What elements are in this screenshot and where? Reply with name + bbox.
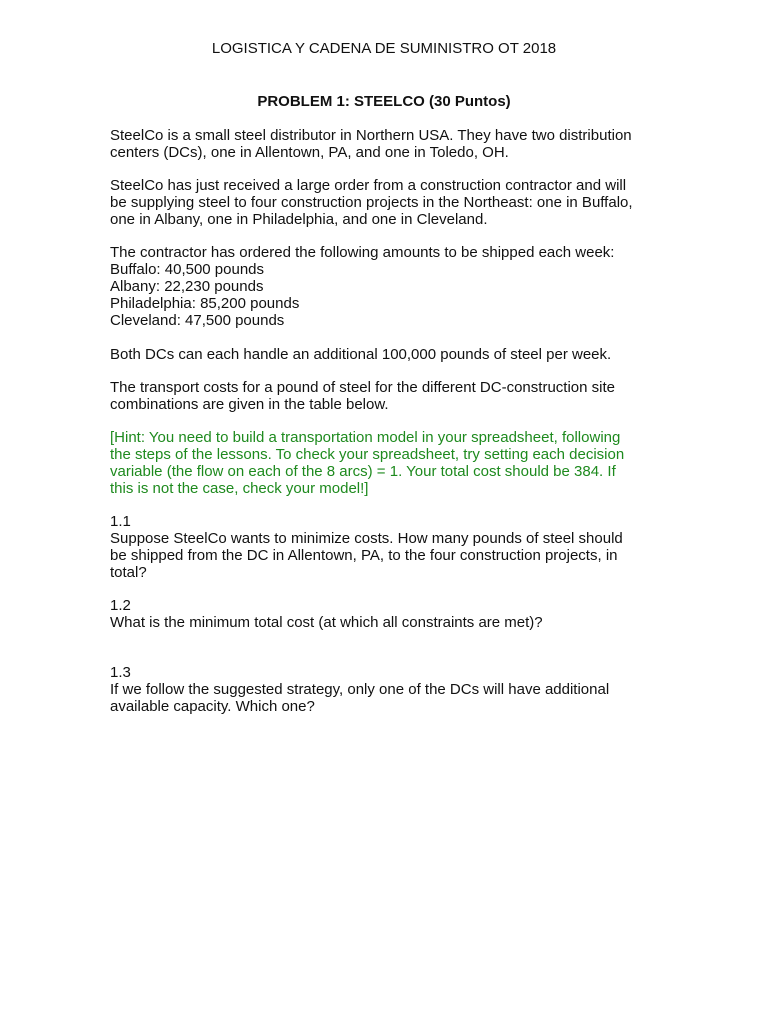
- question-line: What is the minimum total cost (at which all constraints are met)?: [110, 614, 543, 631]
- paragraph-amounts: [110, 244, 670, 329]
- text-line: Both DCs can each handle an additional 100,000 pounds of steel per week.: [110, 346, 612, 363]
- question-line: total?: [110, 564, 147, 581]
- text-line: combinations are given in the table below.: [110, 396, 389, 413]
- problem-title: PROBLEM 1: STEELCO (30 Puntos): [257, 93, 511, 110]
- text-line: SteelCo is a small steel distributor in Northern USA. They have two distribution: [110, 127, 632, 144]
- text-line: be supplying steel to four construction projects in the Northeast: one in Buffalo,: [110, 194, 633, 211]
- paragraph-costs: [110, 379, 670, 413]
- list-item: Cleveland: 47,500 pounds: [110, 312, 285, 329]
- question-line: available capacity. Which one?: [110, 698, 315, 715]
- text-line: SteelCo has just received a large order from a construction contractor and will: [110, 177, 627, 194]
- list-item: Albany: 22,230 pounds: [110, 278, 264, 295]
- paragraph-capacity: [110, 346, 670, 363]
- text-line: The transport costs for a pound of steel for the different DC-construction site: [110, 379, 615, 396]
- question-line: Suppose SteelCo wants to minimize costs. How many pounds of steel should: [110, 530, 623, 547]
- hint-line: this is not the case, check your model!]: [110, 480, 369, 497]
- list-item: Buffalo: 40,500 pounds: [110, 261, 265, 278]
- question-1-1: [110, 513, 670, 581]
- text-line: centers (DCs), one in Allentown, PA, and one in Toledo, OH.: [110, 144, 509, 161]
- list-item: Philadelphia: 85,200 pounds: [110, 295, 300, 312]
- question-line: be shipped from the DC in Allentown, PA, to the four construction projects, in: [110, 547, 618, 564]
- question-1-2: [110, 597, 670, 631]
- question-number: 1.2: [110, 597, 131, 614]
- text-line: one in Albany, one in Philadelphia, and one in Cleveland.: [110, 211, 488, 228]
- hint-paragraph: [110, 429, 670, 497]
- hint-line: the steps of the lessons. To check your spreadsheet, try setting each decision: [110, 446, 625, 463]
- text-line: The contractor has ordered the following amounts to be shipped each week:: [110, 244, 615, 261]
- paragraph-order: [110, 177, 670, 228]
- hint-line: variable (the flow on each of the 8 arcs) = 1. Your total cost should be 384. If: [110, 463, 616, 480]
- hint-line: [Hint: You need to build a transportation model in your spreadsheet, following: [110, 429, 621, 446]
- question-number: 1.1: [110, 513, 131, 530]
- question-number: 1.3: [110, 664, 131, 681]
- question-line: If we follow the suggested strategy, only one of the DCs will have additional: [110, 681, 610, 698]
- question-1-3: [110, 664, 670, 715]
- document-header: LOGISTICA Y CADENA DE SUMINISTRO OT 2018: [211, 40, 557, 57]
- paragraph-intro: [110, 127, 670, 161]
